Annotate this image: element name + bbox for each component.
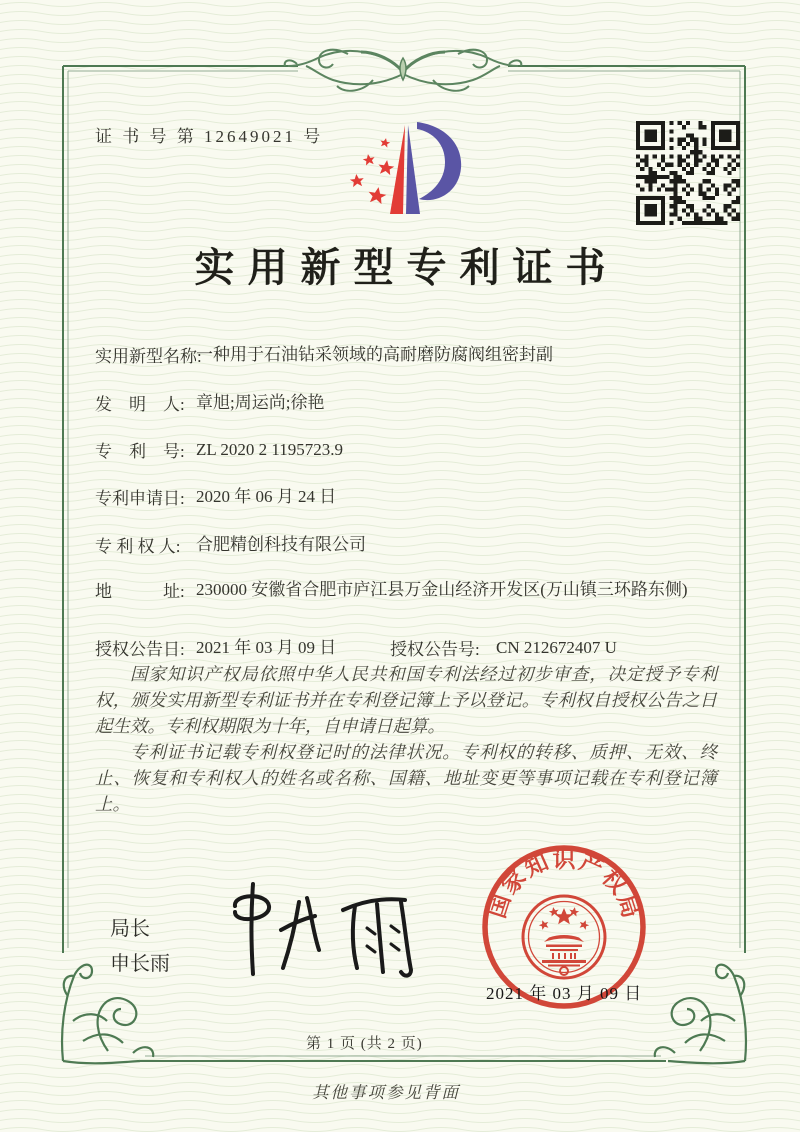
seal-char: 国 [484, 891, 516, 921]
field-value: 230000 安徽省合肥市庐江县万金山经济开发区(万山镇三环路东侧) [196, 580, 688, 599]
seal-char: 权 [597, 864, 632, 899]
field-label: 专 利 权 人: [95, 537, 181, 556]
field-label: 授权公告日: [95, 640, 185, 659]
field-value: 2020 年 06 月 24 日 [196, 487, 337, 506]
field-value: ZL 2020 2 1195723.9 [196, 440, 344, 459]
field-label: 实用新型名称: [95, 347, 202, 366]
field-value: 2021 年 03 月 09 日 [196, 638, 337, 657]
seal-char: 产 [575, 849, 608, 882]
certificate-number: 证 书 号 第 12649021 号 [95, 127, 324, 146]
field-label: 专利申请日: [95, 489, 185, 508]
seal-char: 识 [552, 847, 576, 872]
field-label: 地 址: [95, 582, 185, 601]
field-row [95, 342, 720, 367]
national-emblem-icon [523, 896, 605, 978]
seal-char: 家 [496, 864, 531, 899]
handwritten-signature-icon [215, 872, 415, 982]
field-label: 授权公告号: [390, 640, 480, 659]
field-value: 章旭;周运尚;徐艳 [196, 393, 325, 412]
field-row [95, 532, 720, 557]
field-value: CN 212672407 U [496, 638, 617, 657]
field-row [95, 390, 720, 415]
seal-char: 局 [612, 891, 644, 921]
field-label: 发 明 人: [95, 395, 185, 414]
field-row-grant-number [390, 635, 617, 660]
legal-paragraph: 国家知识产权局依照中华人民共和国专利法经过初步审查，决定授予专利权，颁发实用新型专利证书并在专利登记簿上予以登记。专利权自授权公告之日起生效。专利权期限为十年，自申请日起算。 [95, 664, 717, 736]
cnipa-logo-icon [333, 110, 483, 234]
field-row [95, 484, 720, 509]
back-side-note: 其他事项参见背面 [312, 1083, 460, 1102]
seal-date: 2021 年 03 月 09 日 [486, 984, 643, 1003]
field-row-address [95, 577, 720, 602]
field-value: 一种用于石油钻采领域的高耐磨防腐阀组密封副 [196, 345, 553, 364]
page-number: 第 1 页 (共 2 页) [306, 1036, 423, 1052]
legal-paragraph: 专利证书记载专利权登记时的法律状况。专利权的转移、质押、无效、终止、恢复和专利权人的姓名或名称、国籍、地址变更等事项记载在专利登记簿上。 [95, 742, 717, 814]
director-title: 局长 [110, 918, 150, 940]
legal-text [95, 661, 717, 817]
field-label: 专 利 号: [95, 442, 185, 461]
director-name: 申长雨 [110, 953, 170, 975]
field-value: 合肥精创科技有限公司 [196, 535, 366, 554]
seal-char: 知 [520, 849, 553, 882]
certificate-title: 实用新型专利证书 [194, 245, 619, 290]
field-row [95, 437, 720, 462]
qr-code [636, 121, 740, 225]
